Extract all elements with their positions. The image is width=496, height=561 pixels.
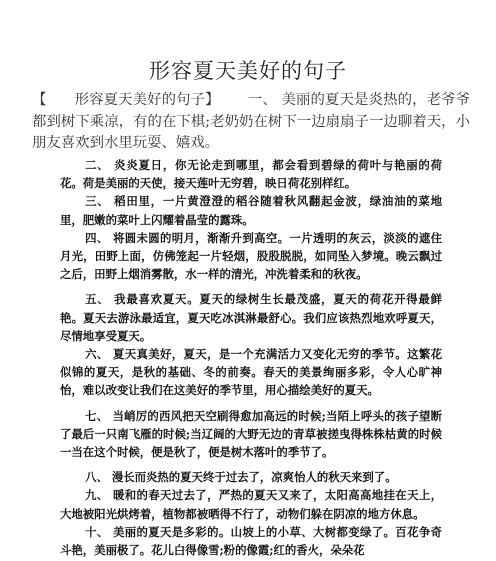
- paragraph-8: 八、 漫长而炎热的夏天终于过去了，凉爽怡人的秋天来到了。: [85, 470, 397, 485]
- intro-text: 一、 美丽的夏天是炎热的，老爷爷都到树下乘凉，有的在下棋;老奶奶在树下一边扇扇子一边聊着天，小朋友喜欢到水里玩耍、嬉戏。: [32, 92, 470, 151]
- intro-bracket-title: 形容夏天美好的句子】: [74, 92, 220, 108]
- paragraph-2: 二、 炎炎夏日，你无论走到哪里，都会看到碧绿的荷叶与艳丽的荷花。荷是美丽的天使，接天莲叶无穷碧，映日荷花别样红。: [60, 158, 442, 191]
- paragraph-3: 三、 稻田里，一片黄澄澄的稻谷随着秋风翻起金波，绿油油的菜地里，肥嫩的菜叶上闪耀着晶莹的露珠。: [60, 194, 442, 227]
- paragraph-4: 四、 将圆未圆的明月，渐渐升到高空。一片透明的灰云，淡淡的遮住月光，田野上面，仿佛笼起一片轻烟，股股脱脱，如同坠入梦境。晚云飘过之后，田野上烟消雾散，水一样的清光，冲洗着柔和的秋夜。: [60, 230, 442, 282]
- intro-paragraph: [32, 90, 470, 155]
- page-title: 形容夏天美好的句子: [149, 59, 347, 83]
- paragraph-5: 五、 我最喜欢夏天。夏天的绿树生长最茂盛，夏天的荷花开得最鲜艳。夏天去游泳最适宜，夏天吃冰淇淋最舒心。我们应该热烈地欢呼夏天，尽情地享受夏天。: [60, 292, 442, 343]
- paragraph-6: 六、 夏天真美好，夏天，是一个充满活力又变化无穷的季节。这繁花似锦的夏天，是秋的基础、冬的前奏。春天的美景绚丽多彩，令人心旷神怡，难以改变让我们在这美好的季节里，用心描绘美好的夏天。: [60, 347, 442, 398]
- body-text: [60, 156, 442, 559]
- intro-bracket-open: 【: [32, 92, 47, 108]
- paragraph-7: 七、 当峭厉的西风把天空刷得愈加高远的时候;当陌上呼头的孩子望断了最后一只南飞雁的时候;当辽阔的大野无边的青草被搓曳得株株枯黄的时候一当在这个时候，便是秋了，便是树木落叶的季节了。: [60, 408, 442, 460]
- paragraph-9: 九、 暖和的春天过去了，严热的夏天又来了，太阳高高地挂在天上，大地被阳光烘烤着，植物都被晒得不行了，动物们躲在阴凉的地方休息。: [60, 488, 442, 521]
- paragraph-10: 十、 美丽的夏天是多彩的。山坡上的小草、大树都变绿了。百花争奇斗艳，美丽极了。花儿白得像雪;粉的像霞;红的香火，朵朵花: [60, 524, 442, 558]
